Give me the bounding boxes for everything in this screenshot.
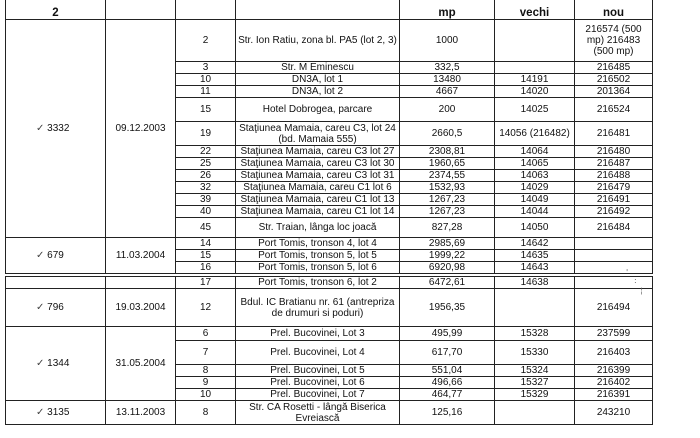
- old-number-cell: 14642: [495, 238, 575, 250]
- property-table-part-1: [5, 0, 653, 274]
- new-number-cell: 216481: [575, 122, 653, 146]
- area-cell: 1532,93: [400, 182, 495, 194]
- new-number-cell: 216479: [575, 182, 653, 194]
- area-cell: 1267,23: [400, 206, 495, 218]
- decision-date-cell: 13.11.2003: [106, 401, 176, 425]
- position-cell: 26: [176, 170, 236, 182]
- area-cell: 1267,23: [400, 194, 495, 206]
- position-cell: 3: [176, 62, 236, 74]
- address-cell: Prel. Bucovinei, Lot 6: [236, 377, 400, 389]
- new-number-cell: 216402: [575, 377, 653, 389]
- decision-number-cell: ✓ 796: [6, 289, 106, 327]
- new-number-cell: 216524: [575, 98, 653, 122]
- area-cell: 332,5: [400, 62, 495, 74]
- table-row: [6, 20, 653, 62]
- position-cell: 12: [176, 289, 236, 327]
- checkmark-icon: ✓: [36, 250, 45, 261]
- decision-date-cell: 19.03.2004: [106, 289, 176, 327]
- old-number-cell: 14065: [495, 158, 575, 170]
- decision-number-cell: ✓ 679: [6, 238, 106, 274]
- position-cell: 45: [176, 218, 236, 238]
- area-cell: 617,70: [400, 341, 495, 365]
- position-cell: 11: [176, 86, 236, 98]
- old-number-cell: 14063: [495, 170, 575, 182]
- old-number-cell: 14643: [495, 262, 575, 274]
- address-cell: Bdul. IC Bratianu nr. 61 (antrepriza de drumuri si poduri): [236, 289, 400, 327]
- table-row: [6, 238, 653, 250]
- decision-date-cell: 11.03.2004: [106, 238, 176, 274]
- area-cell: 2985,69: [400, 238, 495, 250]
- address-cell: Staţiunea Mamaia, careu C1 lot 13: [236, 194, 400, 206]
- old-number-cell: 14638: [495, 277, 575, 289]
- address-cell: Port Tomis, tronson 6, lot 2: [236, 277, 400, 289]
- old-number-cell: [495, 62, 575, 74]
- new-number-cell: 216491: [575, 194, 653, 206]
- decision-date-cell: 09.12.2003: [106, 20, 176, 238]
- new-number-cell: [575, 238, 653, 250]
- area-cell: 495,99: [400, 327, 495, 341]
- new-number-cell: 216487: [575, 158, 653, 170]
- old-number-cell: 14191: [495, 74, 575, 86]
- address-cell: Prel. Bucovinei, Lot 5: [236, 365, 400, 377]
- checkmark-icon: ✓: [36, 358, 45, 369]
- position-cell: 14: [176, 238, 236, 250]
- address-cell: Port Tomis, tronson 5, lot 6: [236, 262, 400, 274]
- new-number-cell: 216399: [575, 365, 653, 377]
- header-area-label: mp: [400, 0, 495, 20]
- area-cell: 200: [400, 98, 495, 122]
- position-cell: 40: [176, 206, 236, 218]
- address-cell: Staţiunea Mamaia, careu C1 lot 6: [236, 182, 400, 194]
- old-number-cell: 15328: [495, 327, 575, 341]
- address-cell: Staţiunea Mamaia, careu C3 lot 27: [236, 146, 400, 158]
- new-number-cell: 216484: [575, 218, 653, 238]
- table-row: [6, 327, 653, 341]
- position-cell: 10: [176, 389, 236, 401]
- new-number-cell: 216492: [575, 206, 653, 218]
- new-number-cell: 216403: [575, 341, 653, 365]
- old-number-cell: 15330: [495, 341, 575, 365]
- old-number-cell: 14050: [495, 218, 575, 238]
- area-cell: 2660,5: [400, 122, 495, 146]
- position-cell: 9: [176, 377, 236, 389]
- position-cell: 25: [176, 158, 236, 170]
- address-cell: Str. M Eminescu: [236, 62, 400, 74]
- area-cell: 1956,35: [400, 289, 495, 327]
- new-number-cell: [575, 250, 653, 262]
- margin-mark: ': [626, 268, 629, 277]
- address-cell: Staţiunea Mamaia, careu C3 lot 31: [236, 170, 400, 182]
- address-cell: Str. Traian, lânga loc joacă: [236, 218, 400, 238]
- new-number-cell: 216485: [575, 62, 653, 74]
- area-cell: 496,66: [400, 377, 495, 389]
- position-cell: 8: [176, 401, 236, 425]
- table-row: [6, 277, 653, 289]
- address-cell: Port Tomis, tronson 4, lot 4: [236, 238, 400, 250]
- header-col1-label: 2: [6, 0, 106, 20]
- new-number-cell: 237599: [575, 327, 653, 341]
- old-number-cell: 15327: [495, 377, 575, 389]
- old-number-cell: 14025: [495, 98, 575, 122]
- position-cell: 16: [176, 262, 236, 274]
- new-number-cell: [575, 262, 653, 274]
- area-cell: 1000: [400, 20, 495, 62]
- table-header-row: [6, 0, 653, 20]
- margin-mark: :: [634, 276, 637, 285]
- address-cell: Staţiunea Mamaia, careu C3 lot 30: [236, 158, 400, 170]
- old-number-cell: [495, 289, 575, 327]
- area-cell: 6472,61: [400, 277, 495, 289]
- old-number-cell: 14056 (216482): [495, 122, 575, 146]
- address-cell: DN3A, lot 1: [236, 74, 400, 86]
- position-cell: 39: [176, 194, 236, 206]
- position-cell: 22: [176, 146, 236, 158]
- old-number-cell: 15324: [495, 365, 575, 377]
- area-cell: 2374,55: [400, 170, 495, 182]
- old-number-cell: 14029: [495, 182, 575, 194]
- address-cell: Hotel Dobrogea, parcare: [236, 98, 400, 122]
- old-number-cell: 14020: [495, 86, 575, 98]
- area-cell: 13480: [400, 74, 495, 86]
- area-cell: 551,04: [400, 365, 495, 377]
- position-cell: 7: [176, 341, 236, 365]
- old-number-cell: 14635: [495, 250, 575, 262]
- position-cell: 6: [176, 327, 236, 341]
- area-cell: 2308,81: [400, 146, 495, 158]
- area-cell: 125,16: [400, 401, 495, 425]
- area-cell: 4667: [400, 86, 495, 98]
- address-cell: Port Tomis, tronson 5, lot 5: [236, 250, 400, 262]
- address-cell: Staţiunea Mamaia, careu C1 lot 14: [236, 206, 400, 218]
- old-number-cell: [495, 20, 575, 62]
- table-row: [6, 401, 653, 425]
- header-new-label: nou: [575, 0, 653, 20]
- old-number-cell: [495, 401, 575, 425]
- position-cell: 17: [176, 277, 236, 289]
- area-cell: 1960,65: [400, 158, 495, 170]
- area-cell: 827,28: [400, 218, 495, 238]
- decision-number-cell: ✓ 3135: [6, 401, 106, 425]
- checkmark-icon: ✓: [36, 407, 45, 418]
- checkmark-icon: ✓: [36, 302, 45, 313]
- position-cell: 10: [176, 74, 236, 86]
- old-number-cell: 14064: [495, 146, 575, 158]
- position-cell: 32: [176, 182, 236, 194]
- position-cell: 15: [176, 250, 236, 262]
- position-cell: 8: [176, 365, 236, 377]
- area-cell: 6920,98: [400, 262, 495, 274]
- new-number-cell: 216502: [575, 74, 653, 86]
- decision-number-cell: ✓ 3332: [6, 20, 106, 238]
- address-cell: Staţiunea Mamaia, careu C3, lot 24 (bd. Mamaia 555): [236, 122, 400, 146]
- margin-mark: ¦: [640, 286, 643, 295]
- address-cell: Str. Ion Ratiu, zona bl. PA5 (lot 2, 3): [236, 20, 400, 62]
- new-number-cell: 216574 (500 mp) 216483 (500 mp): [575, 20, 653, 62]
- position-cell: 2: [176, 20, 236, 62]
- property-table-part-2: [5, 276, 653, 425]
- old-number-cell: 15329: [495, 389, 575, 401]
- new-number-cell: 216391: [575, 389, 653, 401]
- new-number-cell: 216480: [575, 146, 653, 158]
- position-cell: 19: [176, 122, 236, 146]
- new-number-cell: 216488: [575, 170, 653, 182]
- table-row: [6, 289, 653, 327]
- decision-number-cell: ✓ 1344: [6, 327, 106, 401]
- area-cell: 1999,22: [400, 250, 495, 262]
- header-old-label: vechi: [495, 0, 575, 20]
- decision-date-cell: 31.05.2004: [106, 327, 176, 401]
- new-number-cell: 243210: [575, 401, 653, 425]
- address-cell: Str. CA Rosetti - lângă Biserica Evreiască: [236, 401, 400, 425]
- address-cell: Prel. Bucovinei, Lot 3: [236, 327, 400, 341]
- address-cell: Prel. Bucovinei, Lot 7: [236, 389, 400, 401]
- old-number-cell: 14044: [495, 206, 575, 218]
- address-cell: Prel. Bucovinei, Lot 4: [236, 341, 400, 365]
- address-cell: DN3A, lot 2: [236, 86, 400, 98]
- new-number-cell: 201364: [575, 86, 653, 98]
- new-number-cell: 216494: [575, 289, 653, 327]
- position-cell: 15: [176, 98, 236, 122]
- old-number-cell: 14049: [495, 194, 575, 206]
- area-cell: 464,77: [400, 389, 495, 401]
- checkmark-icon: ✓: [36, 123, 45, 134]
